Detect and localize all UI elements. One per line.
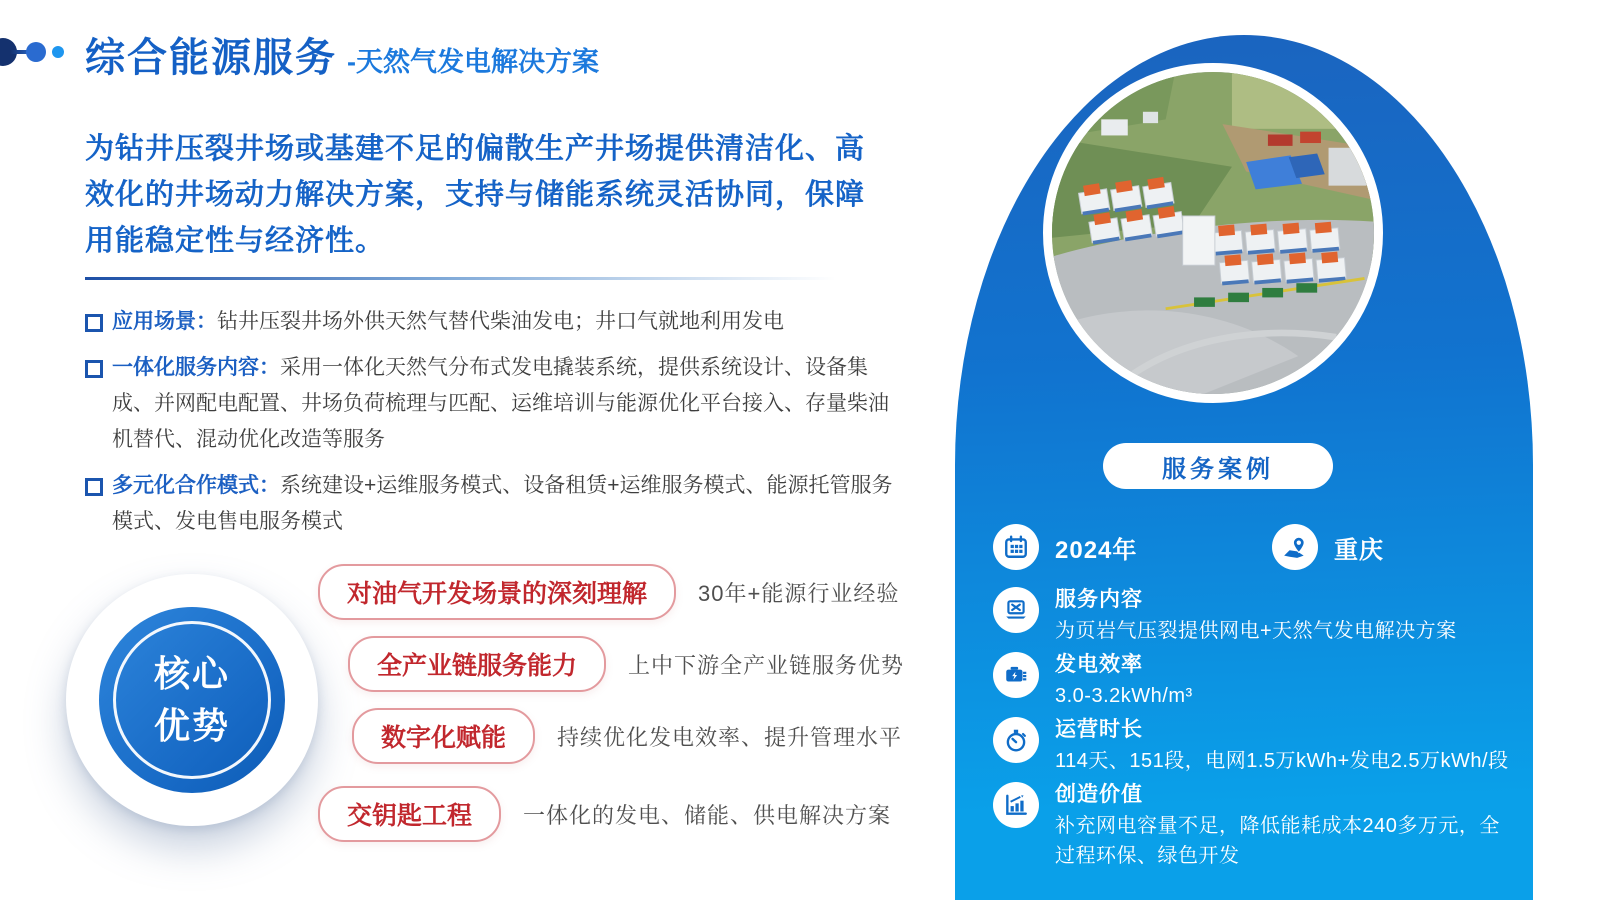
info-value: 补充网电容量不足，降低能耗成本240多万元，全过程环保、绿色开发 [1055,815,1500,867]
generator-bolt-icon [993,652,1039,698]
square-bullet-icon [85,314,103,332]
advantage-pill: 全产业链服务能力 [348,636,606,692]
service-case-badge: 服务案例 [1103,443,1333,489]
info-value: 3.0-3.2kWh/m³ [1055,685,1193,707]
info-row-body [1055,587,1457,646]
info-value: 为页岩气压裂提供网电+天然气发电解决方案 [1055,620,1457,642]
bullet-label: 多元化合作模式： [112,474,280,497]
case-location-label: 重庆 [1334,536,1384,564]
case-year [993,524,1137,570]
advantage-row [352,708,902,764]
info-row-efficiency [993,652,1513,711]
bullet-list [85,304,905,550]
stopwatch-icon [993,717,1039,763]
advantage-row [348,636,904,692]
square-bullet-icon [85,360,103,378]
case-panel [955,35,1533,900]
info-label: 运营时长 [1055,718,1143,741]
advantage-desc: 持续优化发电效率、提升管理水平 [557,724,903,750]
advantage-row [318,786,891,842]
advantage-pill: 交钥匙工程 [318,786,501,842]
advantage-pill: 数字化赋能 [352,708,535,764]
bullet-label: 应用场景： [112,310,217,333]
site-photo-illustration [1052,72,1374,394]
info-row-service [993,587,1513,646]
advantage-desc: 上中下游全产业链服务优势 [628,652,905,678]
advantage-desc: 30年+能源行业经验 [698,580,900,606]
bullet-label: 一体化服务内容： [112,356,280,379]
info-row-duration [993,717,1513,776]
info-label: 发电效率 [1055,653,1143,676]
bullet-integrated-service [85,350,905,458]
square-bullet-icon [85,478,103,496]
core-advantage-circle [99,607,285,793]
title-main: 综合能源服务 [85,36,337,80]
info-label: 创造价值 [1055,783,1143,806]
service-tools-icon [993,587,1039,633]
info-row-body [1055,782,1513,871]
divider-line [85,277,875,280]
case-year-label: 2024年 [1055,536,1138,564]
title-subtitle: -天然气发电解决方案 [347,47,599,77]
header-dots-decoration [0,0,80,100]
calendar-icon [993,524,1039,570]
location-pin-icon [1272,524,1318,570]
dot-small [52,46,64,58]
intro-paragraph: 为钻井压裂井场或基建不足的偏散生产井场提供清洁化、高效化的井场动力解决方案，支持与储能系统灵活协同，保障用能稳定性与经济性。 [85,133,866,257]
info-value: 114天、151段，电网1.5万kWh+发电2.5万kWh/段 [1055,750,1509,772]
info-row-body [1055,717,1509,776]
info-row-body [1055,652,1193,711]
advantage-pill: 对油气开发场景的深刻理解 [318,564,676,620]
page-title [85,26,599,83]
core-advantage-label: 核心 优势 [153,653,230,746]
advantage-row [318,564,899,620]
bullet-text: 采用一体化天然气分布式发电撬装系统，提供系统设计、设备集成、并网配电配置、井场负荷梳理与匹配、运维培训与能源优化平台接入、存量柴油机替代、混动优化改造等服务 [112,356,889,451]
dot-medium [26,42,46,62]
bullet-text: 系统建设+运维服务模式、设备租赁+运维服务模式、能源托管服务模式、发电售电服务模式 [112,474,893,533]
bullet-application-scenarios [85,304,905,340]
info-label: 服务内容 [1055,588,1143,611]
core-advantage-badge [66,574,318,826]
bullet-text: 钻井压裂井场外供天然气替代柴油发电；井口气就地利用发电 [217,310,784,333]
growth-chart-icon [993,782,1039,828]
info-row-value [993,782,1513,871]
site-photo [1043,63,1383,403]
case-location [1272,524,1384,570]
bullet-cooperation-modes [85,468,905,540]
advantage-desc: 一体化的发电、储能、供电解决方案 [523,802,892,828]
